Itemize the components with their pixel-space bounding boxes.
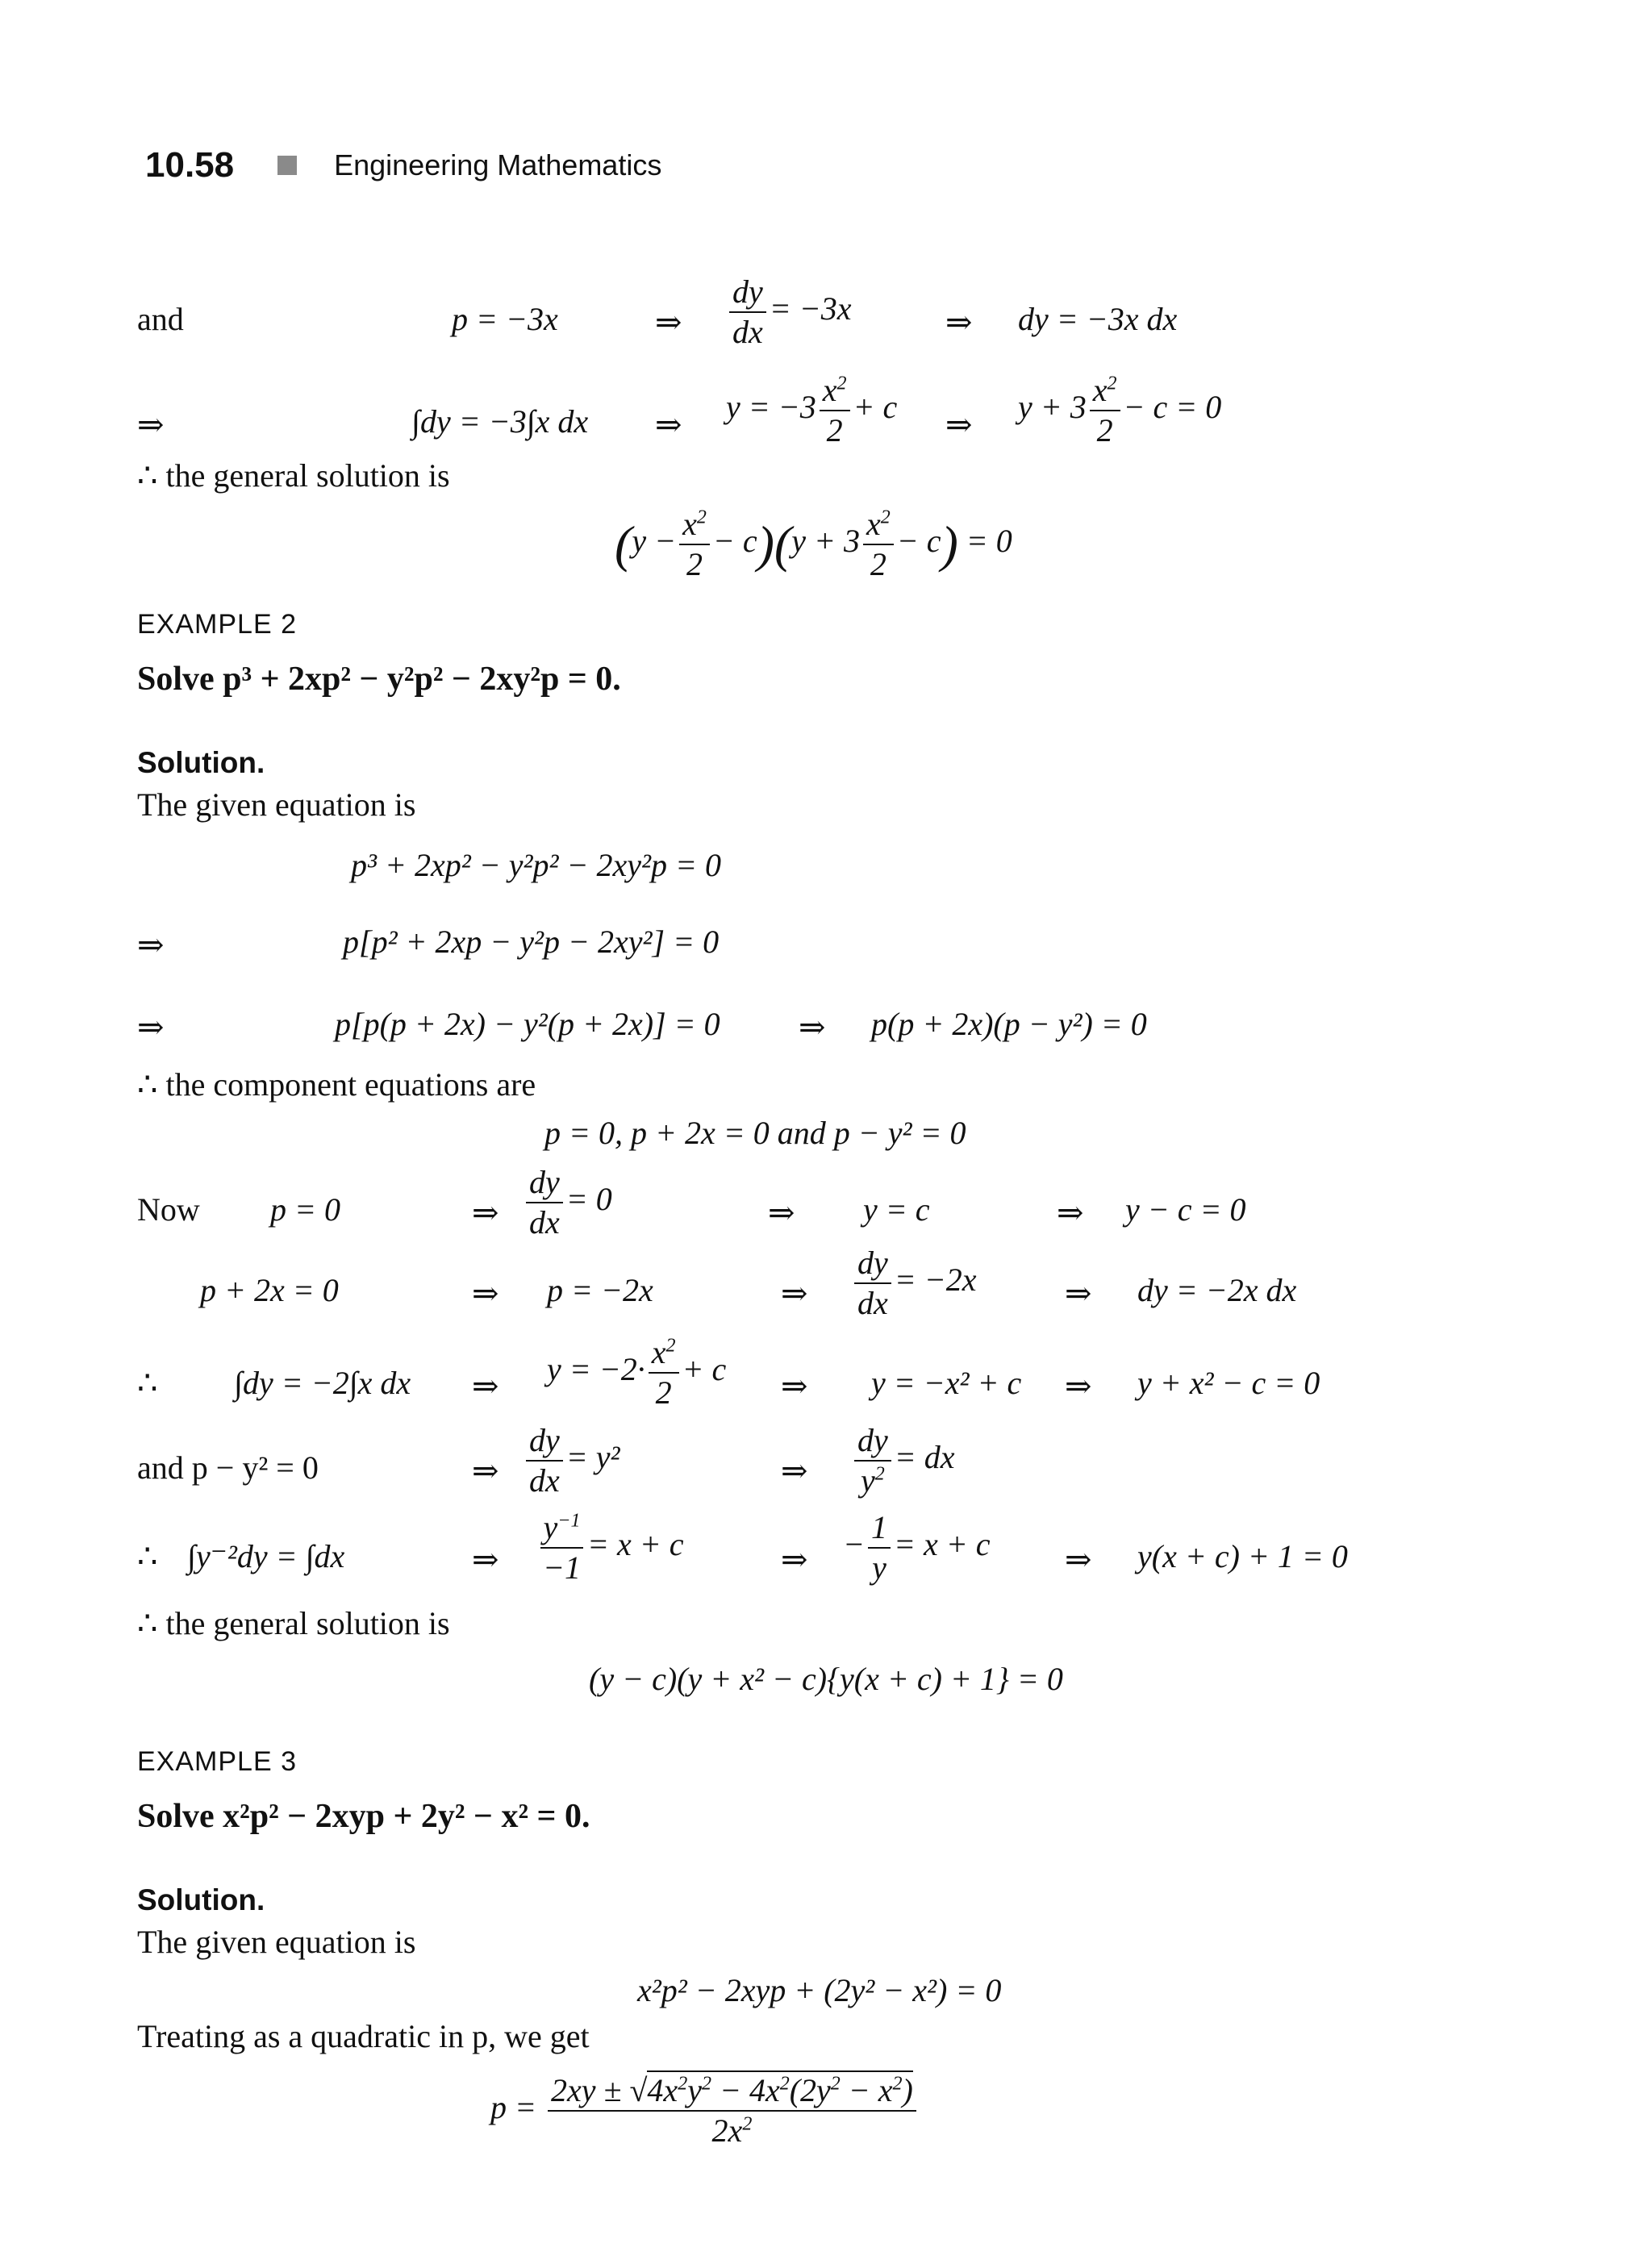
implies-arrow: ⇒ [137, 407, 165, 443]
implies-arrow: ⇒ [781, 1541, 808, 1578]
given-equation-text-3: The given equation is [137, 1924, 416, 1960]
eq-int-dy: ∫dy = −3∫x dx [411, 403, 589, 440]
eq2-line1: p³ + 2xp² − y²p² − 2xy²p = 0 [351, 847, 721, 883]
component-equations-text: ∴ the component equations are [137, 1066, 536, 1103]
header-square-icon [277, 156, 297, 175]
text-now: Now [137, 1191, 200, 1228]
therefore-symbol: ∴ [137, 1538, 158, 1574]
eq2-line2: p[p² + 2xp − y²p − 2xy²] = 0 [343, 924, 720, 960]
text-and-p-y2: and p − y² = 0 [137, 1449, 319, 1486]
therefore-symbol: ∴ [137, 1365, 158, 1401]
implies-arrow: ⇒ [945, 304, 973, 340]
eq-y-plus-x2-minus-c: y + x² − c = 0 [1137, 1365, 1320, 1401]
eq-y-minus-c: y − c = 0 [1125, 1191, 1246, 1228]
implies-arrow: ⇒ [137, 1009, 165, 1045]
eq-int-dy-neg2: ∫dy = −2∫x dx [234, 1365, 411, 1401]
implies-arrow: ⇒ [655, 304, 682, 340]
eq3-p-formula: p = $\frac{2xy \pm √4x^2y^2 - 4x^2(2y^2 - x^2)}{2x^2}$ [490, 2073, 920, 2149]
given-equation-text: The given equation is [137, 786, 416, 823]
example-2-label: EXAMPLE 2 [137, 609, 297, 640]
implies-arrow: ⇒ [1065, 1275, 1092, 1311]
eq-int-y-neg2: ∫y⁻²dy = ∫dx [187, 1538, 345, 1574]
implies-arrow: ⇒ [781, 1275, 808, 1311]
eq2-line3: p[p(p + 2x) − y²(p + 2x)] = 0 [335, 1006, 720, 1042]
eq3-quadratic: x²p² − 2xyp + (2y² − x²) = 0 [637, 1972, 1002, 2008]
eq-p-neg2x: p = −2x [547, 1272, 653, 1308]
implies-arrow: ⇒ [655, 407, 682, 443]
implies-arrow: ⇒ [945, 407, 973, 443]
example-3-question: Solve x²p² − 2xyp + 2y² − x² = 0. [137, 1798, 590, 1835]
eq-p-0: p = 0 [270, 1191, 340, 1228]
implies-arrow: ⇒ [1065, 1541, 1092, 1578]
eq-y-neg1-over-neg1: $\frac{y^{-1}}{-1}$ = x + c [536, 1510, 684, 1586]
implies-arrow: ⇒ [768, 1195, 795, 1231]
implies-arrow: ⇒ [472, 1195, 499, 1231]
implies-arrow: ⇒ [781, 1368, 808, 1404]
eq-neg-one-over-y: − $\frac{1}{y}$ = x + c [843, 1509, 991, 1586]
page-header [145, 145, 661, 186]
eq-y-c: y = c [863, 1191, 930, 1228]
eq-dydx-y2: $\frac{dy}{dx}$ = y² [523, 1423, 620, 1499]
eq-dydx-neg2x: $\frac{dy}{dx}$ = −2x [851, 1245, 977, 1321]
eq-y-neg2-x2-over-2: y = −2· $\frac{x^2}{2}$ + c [547, 1334, 727, 1411]
implies-arrow: ⇒ [799, 1009, 826, 1045]
example-2-question: Solve p³ + 2xp² − y²p² − 2xy²p = 0. [137, 661, 621, 698]
page-number: 10.58 [145, 145, 235, 185]
eq-y-neg-x2-plus-c: y = −x² + c [871, 1365, 1022, 1401]
implies-arrow: ⇒ [1057, 1195, 1084, 1231]
eq-dydx-neg3x: $\frac{dy}{dx}$ = −3x [726, 274, 852, 350]
example-3-label: EXAMPLE 3 [137, 1746, 297, 1777]
component-equations: p = 0, p + 2x = 0 and p − y² = 0 [544, 1115, 966, 1151]
eq2-line3b: p(p + 2x)(p − y²) = 0 [871, 1006, 1147, 1042]
implies-arrow: ⇒ [137, 927, 165, 963]
treating-quadratic-text: Treating as a quadratic in p, we get [137, 2018, 590, 2054]
implies-arrow: ⇒ [472, 1541, 499, 1578]
solution-label-3: Solution. [137, 1883, 265, 1916]
general-solution-2: (y − c)(y + x² − c){y(x + c) + 1} = 0 [589, 1661, 1063, 1697]
implies-arrow: ⇒ [1065, 1368, 1092, 1404]
eq-y-x-plus-c: y(x + c) + 1 = 0 [1137, 1538, 1348, 1574]
eq-p-neg3x: p = −3x [452, 301, 558, 337]
implies-arrow: ⇒ [472, 1453, 499, 1489]
implies-arrow: ⇒ [472, 1368, 499, 1404]
eq-y-plus3-x2-over-2: y + 3 $\frac{x^2}{2}$ − c = 0 [1018, 372, 1222, 448]
eq-p-plus-2x: p + 2x = 0 [200, 1272, 339, 1308]
implies-arrow: ⇒ [472, 1275, 499, 1311]
eq-dydx-0: $\frac{dy}{dx}$ = 0 [523, 1165, 612, 1241]
general-solution-text-2: ∴ the general solution is [137, 1605, 450, 1641]
text-and: and [137, 301, 184, 337]
eq-dy-neg3x-dx: dy = −3x dx [1018, 301, 1178, 337]
general-solution-text: ∴ the general solution is [137, 457, 450, 494]
general-solution-1: (y − $\frac{x^2}{2}$ − c)(y + 3 $\frac{x^2}{2}$ − c) = 0 [615, 506, 1012, 582]
implies-arrow: ⇒ [781, 1453, 808, 1489]
eq-dy-neg2x-dx: dy = −2x dx [1137, 1272, 1297, 1308]
eq-dy-over-y2: $\frac{dy}{y^2}$ = dx [851, 1423, 955, 1499]
solution-label: Solution. [137, 746, 265, 779]
eq-y-neg3-x2-over-2: y = −3 $\frac{x^2}{2}$ + c [726, 372, 898, 448]
book-title: Engineering Mathematics [334, 148, 662, 181]
